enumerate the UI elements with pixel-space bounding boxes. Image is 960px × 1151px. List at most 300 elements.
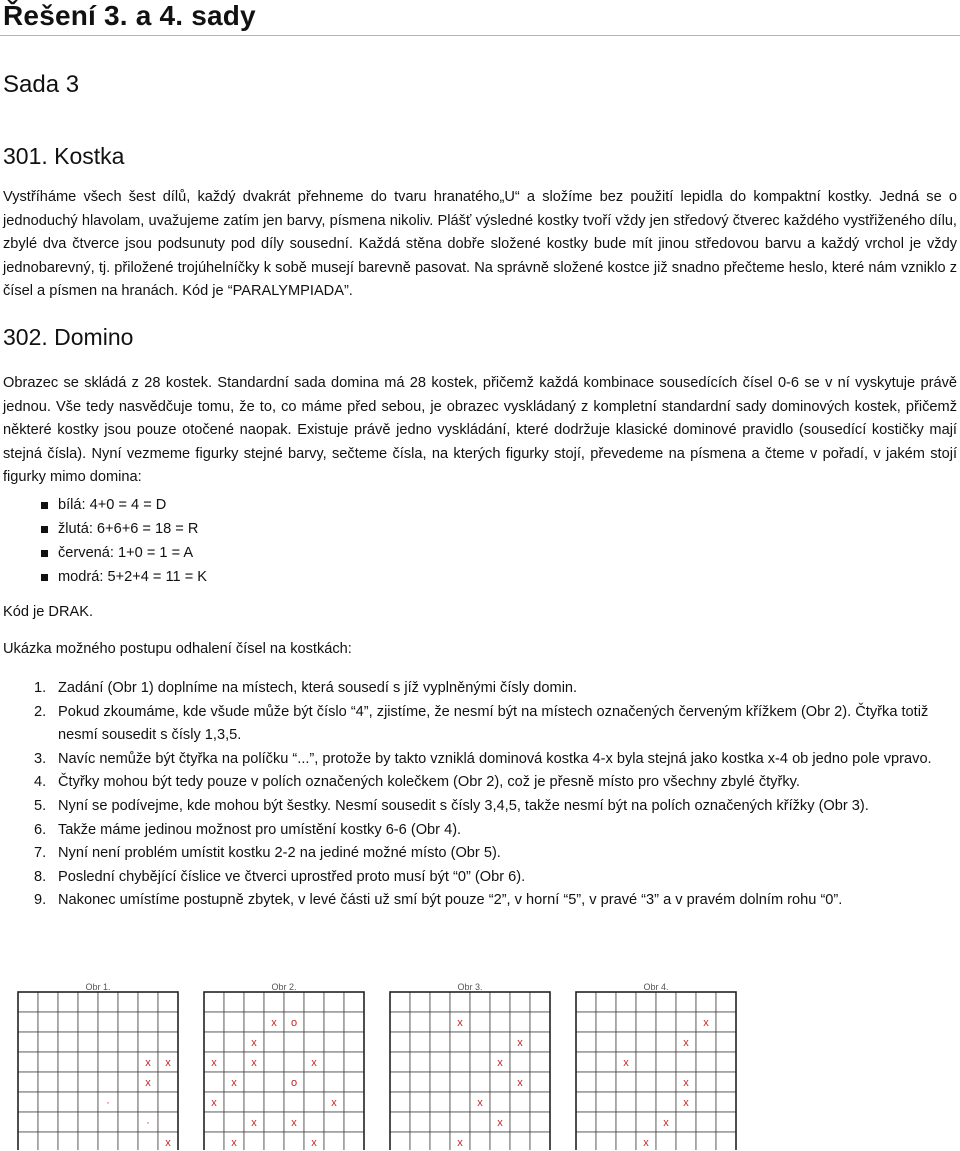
grid-cell (344, 1052, 364, 1072)
list-item: bílá: 4+0 = 4 = D (3, 493, 207, 517)
grid-cell (616, 1132, 636, 1150)
cross-mark: x (231, 1077, 237, 1089)
grid-cell (676, 1012, 696, 1032)
grid-cell (470, 1052, 490, 1072)
grid-cell (58, 1132, 78, 1150)
grid-cell (390, 1012, 410, 1032)
cross-mark: x (211, 1057, 217, 1069)
list-item: modrá: 5+2+4 = 11 = K (3, 565, 207, 589)
grid-cell (78, 992, 98, 1012)
cross-mark: x (683, 1037, 689, 1049)
grid-cell (324, 1132, 344, 1150)
grid-cell (470, 1112, 490, 1132)
grid-cell (616, 1012, 636, 1032)
grid-cell (470, 1132, 490, 1150)
grid-cell (204, 1112, 224, 1132)
figure-obr-3 (380, 980, 560, 1150)
grid-cell (344, 1112, 364, 1132)
figure-label: Obr 3. (457, 982, 483, 992)
grid-cell (18, 1052, 38, 1072)
grid-cell (716, 1012, 736, 1032)
grid-cell (636, 1092, 656, 1112)
grid-cell (430, 1032, 450, 1052)
cross-mark: x (457, 1137, 463, 1149)
grid-cell (696, 1032, 716, 1052)
grid-cell (596, 1032, 616, 1052)
grid-cell (636, 1012, 656, 1032)
grid-cell (18, 1032, 38, 1052)
grid-cell (636, 1052, 656, 1072)
figure-obr-1 (8, 980, 188, 1150)
grid-cell (716, 1112, 736, 1132)
grid-cell (38, 1112, 58, 1132)
grid-figure (8, 980, 188, 1150)
grid-figure (566, 980, 746, 1150)
section-heading: Sada 3 (3, 71, 80, 98)
grid-cell (530, 992, 550, 1012)
step-text: Nyní se podívejme, kde mohou být šestky. Nesmí sousedit s čísly 3,4,5, takže nesmí být na polích označených křížky (Obr 3). (58, 797, 869, 814)
cross-mark: x (251, 1057, 257, 1069)
grid-cell (344, 1012, 364, 1032)
step-number: 8. (34, 868, 47, 885)
dot-mark: · (146, 1117, 150, 1129)
grid-cell (224, 1012, 244, 1032)
circle-mark: o (290, 1077, 298, 1089)
grid-cell (656, 1012, 676, 1032)
figure-label: Obr 1. (85, 982, 111, 992)
cross-mark: x (165, 1057, 171, 1069)
grid-cell (430, 1052, 450, 1072)
grid-cell (78, 1072, 98, 1092)
list-item (3, 819, 959, 843)
cross-mark: x (271, 1017, 277, 1029)
grid-cell (224, 1092, 244, 1112)
step-text: Nakonec umístíme postupně zbytek, v levé části už smí být pouze “2”, v horní “5”, v pravé “3” a v pravém dolním rohu “0”. (58, 892, 843, 909)
grid-cell (38, 1052, 58, 1072)
cross-mark: x (231, 1137, 237, 1149)
grid-cell (656, 1092, 676, 1112)
step-number: 7. (34, 845, 47, 862)
grid-cell (616, 1092, 636, 1112)
step-text: Takže máme jedinou možnost pro umístění kostky 6-6 (Obr 4). (58, 821, 462, 838)
grid-cell (430, 1092, 450, 1112)
grid-cell (324, 1012, 344, 1032)
grid-cell (430, 1112, 450, 1132)
grid-cell (490, 1032, 510, 1052)
grid-cell (430, 1072, 450, 1092)
grid-cell (78, 1112, 98, 1132)
grid-cell (98, 992, 118, 1012)
cross-mark: x (497, 1057, 503, 1069)
grid-cell (204, 992, 224, 1012)
grid-cell (696, 1132, 716, 1150)
grid-cell (656, 1132, 676, 1150)
grid-cell (530, 1072, 550, 1092)
grid-cell (138, 1132, 158, 1150)
list-item (3, 701, 959, 748)
cross-mark: x (683, 1097, 689, 1109)
grid-cell (18, 1072, 38, 1092)
solution-steps (3, 677, 959, 913)
step-text: Pokud zkoumáme, kde všude může být číslo “4”, zjistíme, že nesmí být na místech označených červeným křížkem (Obr 2). Čtyřka totiž nesmí sousedit s čísly 1,3,5. (58, 703, 929, 744)
grid-cell (324, 1072, 344, 1092)
grid-cell (118, 1032, 138, 1052)
grid-cell (158, 1092, 178, 1112)
grid-cell (576, 1092, 596, 1112)
grid-cell (38, 992, 58, 1012)
grid-cell (58, 992, 78, 1012)
cross-mark: x (291, 1117, 297, 1129)
cross-mark: x (643, 1137, 649, 1149)
grid-cell (264, 1072, 284, 1092)
cross-mark: x (165, 1137, 171, 1149)
cross-mark: x (145, 1057, 151, 1069)
grid-cell (118, 1112, 138, 1132)
grid-cell (38, 1032, 58, 1052)
grid-cell (656, 992, 676, 1012)
step-number: 2. (34, 703, 47, 720)
grid-cell (118, 1052, 138, 1072)
problem-302-heading: 302. Domino (3, 324, 134, 350)
grid-cell (490, 1072, 510, 1092)
grid-cell (410, 1012, 430, 1032)
grid-cell (430, 1132, 450, 1150)
cross-mark: x (311, 1137, 317, 1149)
figure-sums-list (3, 493, 207, 589)
title-divider (0, 35, 960, 36)
grid-cell (390, 1072, 410, 1092)
problem-301-heading: 301. Kostka (3, 143, 125, 169)
grid-cell (158, 1032, 178, 1052)
grid-cell (470, 1072, 490, 1092)
grid-cell (138, 1012, 158, 1032)
grid-cell (284, 992, 304, 1012)
grid-cell (78, 1032, 98, 1052)
grid-cell (158, 992, 178, 1012)
grid-cell (716, 1092, 736, 1112)
grid-cell (98, 1072, 118, 1092)
grid-cell (58, 1052, 78, 1072)
grid-cell (244, 1132, 264, 1150)
grid-cell (410, 1112, 430, 1132)
grid-cell (430, 1012, 450, 1032)
grid-cell (264, 992, 284, 1012)
grid-cell (98, 1032, 118, 1052)
grid-cell (510, 1112, 530, 1132)
grid-cell (344, 1132, 364, 1150)
grid-cell (58, 1072, 78, 1092)
grid-cell (696, 992, 716, 1012)
grid-cell (410, 1132, 430, 1150)
grid-cell (656, 1072, 676, 1092)
grid-cell (58, 1112, 78, 1132)
problem-302-text: Obrazec se skládá z 28 kostek. Standardní sada domina má 28 kostek, přičemž každá kombinace sousedících čísel 0-6 se v ní vyskytuje právě jednou. Vše tedy nasvědčuje tomu, že to, co máme před sebou, je obrazec vyskládaný z kompletní standardní sady dominových kostek, přičemž některé kostky jsou pouze otočené naopak. Existuje právě jedno vyskládání, které dodržuje klasické dominové pravidlo (sousedící kostičky mají stejná čísla). Nyní vezmeme figurky stejné barvy, sečteme čísla, na kterých figurky stojí, převedeme na písmena a čteme v pořadí, v jakém stojí figurky mimo domina: (3, 375, 957, 486)
grid-cell (158, 1112, 178, 1132)
grid-cell (264, 1132, 284, 1150)
grid-cell (450, 1032, 470, 1052)
grid-cell (656, 1052, 676, 1072)
grid-cell (244, 1012, 264, 1032)
step-number: 5. (34, 797, 47, 814)
grid-cell (18, 1112, 38, 1132)
grid-cell (716, 1132, 736, 1150)
grid-cell (696, 1052, 716, 1072)
step-text: Navíc nemůže být čtyřka na políčku “...”, protože by takto vzniklá dominová kostka 4-x byla stejná jako kostka x-4 ob jedno pole vpravo. (58, 750, 932, 767)
cross-mark: x (703, 1017, 709, 1029)
list-item (3, 842, 959, 866)
grid-cell (716, 1032, 736, 1052)
cross-mark: x (663, 1117, 669, 1129)
grid-cell (510, 1092, 530, 1112)
grid-cell (616, 1112, 636, 1132)
cross-mark: x (311, 1057, 317, 1069)
list-item (3, 795, 959, 819)
grid-cell (696, 1112, 716, 1132)
list-item (3, 889, 959, 913)
grid-cell (78, 1052, 98, 1072)
grid-cell (78, 1132, 98, 1150)
step-text: Poslední chybějící číslice ve čtverci uprostřed proto musí být “0” (Obr 6). (58, 868, 526, 885)
grid-cell (576, 1132, 596, 1150)
grid-cell (58, 1092, 78, 1112)
grid-cell (616, 992, 636, 1012)
grid-cell (490, 992, 510, 1012)
grid-cell (284, 1092, 304, 1112)
grid-cell (450, 992, 470, 1012)
grid-cell (78, 1092, 98, 1112)
grid-cell (656, 1032, 676, 1052)
grid-figure (194, 980, 374, 1150)
grid-cell (98, 1052, 118, 1072)
step-text: Čtyřky mohou být tedy pouze v polích označených kolečkem (Obr 2), což je přesně místo pro všechny zbylé čtyřky. (58, 774, 800, 791)
grid-cell (18, 1092, 38, 1112)
grid-cell (390, 1112, 410, 1132)
grid-cell (324, 1112, 344, 1132)
grid-cell (490, 1092, 510, 1112)
figure-strip (8, 980, 960, 1150)
grid-cell (530, 1112, 550, 1132)
grid-cell (138, 1092, 158, 1112)
grid-cell (158, 1012, 178, 1032)
list-item (3, 748, 959, 772)
grid-cell (58, 1032, 78, 1052)
grid-cell (224, 1032, 244, 1052)
grid-cell (78, 1012, 98, 1032)
grid-cell (18, 992, 38, 1012)
grid-cell (38, 1132, 58, 1150)
grid-cell (596, 1132, 616, 1150)
grid-cell (264, 1052, 284, 1072)
grid-cell (490, 1132, 510, 1150)
grid-cell (344, 1092, 364, 1112)
cross-mark: x (517, 1037, 523, 1049)
grid-cell (530, 1032, 550, 1052)
grid-cell (470, 1012, 490, 1032)
grid-cell (58, 1012, 78, 1032)
grid-cell (530, 1052, 550, 1072)
grid-cell (696, 1092, 716, 1112)
grid-cell (676, 992, 696, 1012)
grid-cell (18, 1132, 38, 1150)
step-number: 1. (34, 680, 47, 696)
grid-cell (510, 1052, 530, 1072)
grid-cell (450, 1112, 470, 1132)
grid-cell (264, 1092, 284, 1112)
grid-cell (304, 1012, 324, 1032)
grid-cell (616, 1032, 636, 1052)
grid-cell (38, 1092, 58, 1112)
cross-mark: x (251, 1037, 257, 1049)
grid-cell (204, 1032, 224, 1052)
grid-cell (244, 992, 264, 1012)
cross-mark: x (477, 1097, 483, 1109)
grid-cell (98, 1112, 118, 1132)
grid-cell (490, 1012, 510, 1032)
cross-mark: x (497, 1117, 503, 1129)
circle-mark: o (290, 1017, 298, 1029)
grid-cell (450, 1092, 470, 1112)
list-item (3, 677, 959, 701)
page-title: Řešení 3. a 4. sady (3, 0, 256, 31)
grid-cell (284, 1132, 304, 1150)
grid-cell (596, 1092, 616, 1112)
grid-cell (596, 1012, 616, 1032)
grid-cell (636, 992, 656, 1012)
problem-301-text: Vystříháme všech šest dílů, každý dvakrát přehneme do tvaru hranatého„U“ a složíme bez použití lepidla do kompaktní kostky. Jedná se o jednoduchý hlavolam, uvažujeme zatím jen barvy, písmena nikoliv. Plášť výsledné kostky tvoří vždy jen středový čtverec každého vystřiženého dílu, zbylé dva čtverce jsou podsunuty pod díly sousední. Každá stěna dobře složené kostky bude mít jinou středovou barvu a každý vrchol je vždy jednobarevný, tj. přiložené trojúhelníčky k sobě musejí barevně pasovat. Na správně složené kostce již snadno přečteme heslo, které nám vzniklo z čísel a písmen na hranách. Kód je “PARALYMPIADA”. (3, 189, 957, 300)
step-number: 4. (34, 774, 47, 791)
figure-label: Obr 2. (271, 982, 297, 992)
grid-cell (264, 1112, 284, 1132)
grid-cell (470, 992, 490, 1012)
grid-cell (324, 1032, 344, 1052)
grid-cell (576, 1112, 596, 1132)
grid-cell (510, 1012, 530, 1032)
grid-cell (596, 1052, 616, 1072)
grid-cell (118, 1072, 138, 1092)
grid-cell (576, 1012, 596, 1032)
grid-cell (304, 1032, 324, 1052)
cross-mark: x (517, 1077, 523, 1089)
grid-figure (380, 980, 560, 1150)
grid-cell (616, 1072, 636, 1092)
domino-code: Kód je DRAK. (3, 604, 94, 620)
grid-cell (204, 1012, 224, 1032)
grid-cell (716, 1072, 736, 1092)
grid-cell (304, 1072, 324, 1092)
grid-cell (38, 1072, 58, 1092)
grid-cell (676, 1052, 696, 1072)
grid-cell (576, 1052, 596, 1072)
grid-cell (344, 1072, 364, 1092)
grid-cell (716, 992, 736, 1012)
steps-intro: Ukázka možného postupu odhalení čísel na kostkách: (3, 641, 352, 657)
figure-label: Obr 4. (643, 982, 669, 992)
grid-cell (410, 992, 430, 1012)
grid-cell (138, 1032, 158, 1052)
step-number: 9. (34, 892, 47, 909)
grid-cell (716, 1052, 736, 1072)
grid-cell (224, 992, 244, 1012)
grid-cell (304, 1092, 324, 1112)
grid-cell (38, 1012, 58, 1032)
grid-cell (158, 1072, 178, 1092)
grid-cell (118, 992, 138, 1012)
grid-cell (390, 1092, 410, 1112)
dot-mark: · (106, 1097, 110, 1109)
grid-cell (676, 1132, 696, 1150)
grid-cell (304, 992, 324, 1012)
grid-cell (530, 1012, 550, 1032)
grid-cell (696, 1072, 716, 1092)
step-text: Zadání (Obr 1) doplníme na místech, která sousedí s jíž vyplněnými čísly domin. (58, 680, 578, 696)
grid-cell (390, 1032, 410, 1052)
grid-cell (224, 1112, 244, 1132)
grid-cell (98, 1012, 118, 1032)
grid-cell (224, 1052, 244, 1072)
grid-cell (98, 1132, 118, 1150)
grid-cell (676, 1112, 696, 1132)
grid-cell (576, 1032, 596, 1052)
grid-cell (410, 1032, 430, 1052)
cross-mark: x (145, 1077, 151, 1089)
grid-cell (390, 992, 410, 1012)
grid-cell (244, 1072, 264, 1092)
grid-cell (470, 1032, 490, 1052)
grid-cell (596, 1112, 616, 1132)
grid-cell (324, 992, 344, 1012)
figure-obr-2 (194, 980, 374, 1150)
grid-cell (636, 1072, 656, 1092)
grid-cell (304, 1112, 324, 1132)
grid-cell (636, 1112, 656, 1132)
grid-cell (430, 992, 450, 1012)
grid-cell (344, 1032, 364, 1052)
grid-cell (530, 1092, 550, 1112)
grid-cell (284, 1032, 304, 1052)
grid-cell (204, 1132, 224, 1150)
step-text: Nyní není problém umístit kostku 2-2 na jediné možné místo (Obr 5). (58, 845, 501, 862)
grid-cell (284, 1052, 304, 1072)
cross-mark: x (457, 1017, 463, 1029)
grid-cell (410, 1092, 430, 1112)
grid-cell (530, 1132, 550, 1150)
grid-cell (118, 1012, 138, 1032)
list-item (3, 771, 959, 795)
cross-mark: x (331, 1097, 337, 1109)
grid-cell (576, 992, 596, 1012)
grid-cell (118, 1132, 138, 1150)
grid-cell (576, 1072, 596, 1092)
list-item (3, 866, 959, 890)
grid-cell (390, 1052, 410, 1072)
list-item: žlutá: 6+6+6 = 18 = R (3, 517, 207, 541)
grid-cell (18, 1012, 38, 1032)
grid-cell (410, 1052, 430, 1072)
grid-cell (324, 1052, 344, 1072)
grid-cell (596, 992, 616, 1012)
step-number: 6. (34, 821, 47, 838)
cross-mark: x (251, 1117, 257, 1129)
step-number: 3. (34, 750, 47, 767)
grid-cell (344, 992, 364, 1012)
grid-cell (510, 992, 530, 1012)
grid-cell (204, 1072, 224, 1092)
grid-cell (636, 1032, 656, 1052)
list-item: červená: 1+0 = 1 = A (3, 541, 207, 565)
cross-mark: x (211, 1097, 217, 1109)
grid-cell (118, 1092, 138, 1112)
grid-cell (450, 1072, 470, 1092)
